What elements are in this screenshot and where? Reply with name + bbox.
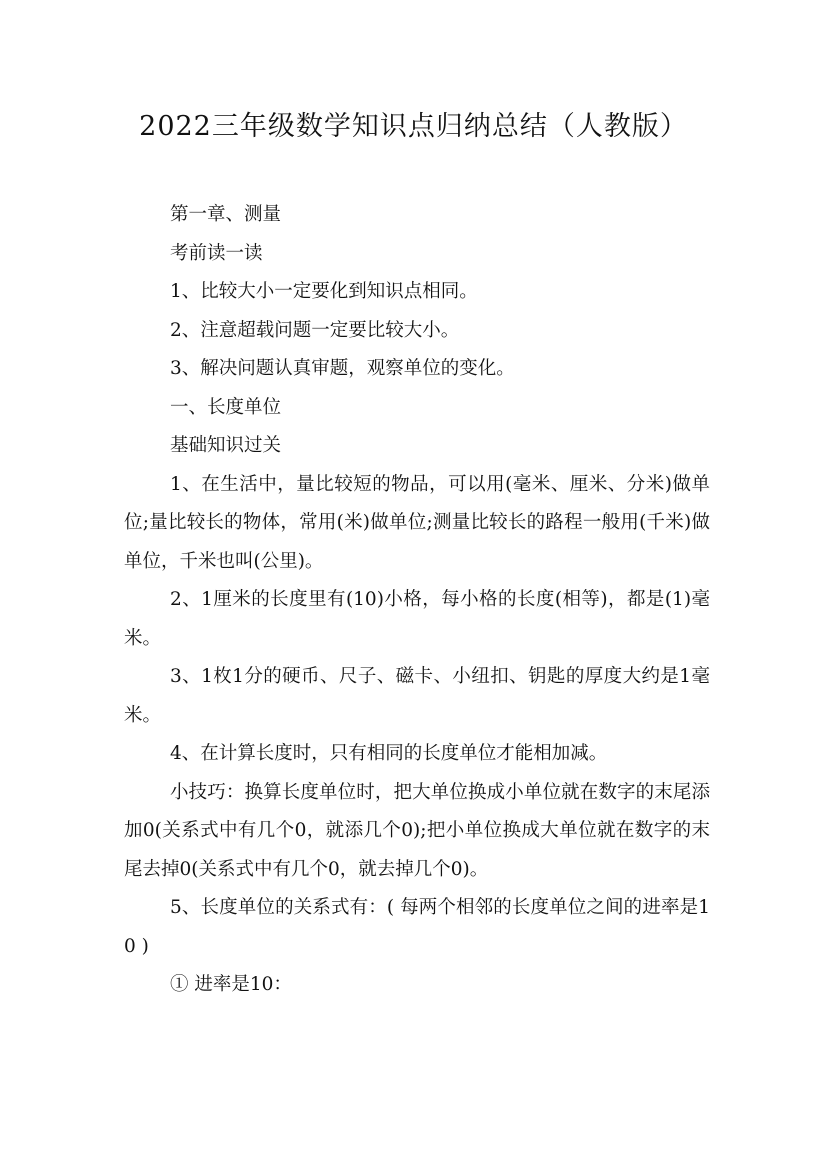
knowledge-item-1: 1、在生活中，量比较短的物品，可以用(毫米、厘米、分米)做单位;量比较长的物体，常用(米)做单位;测量比较长的路程一般用(千米)做单位，千米也叫(公里)。: [124, 473, 710, 572]
section-heading-prereading: 考前读一读: [170, 242, 263, 264]
chapter-heading: 第一章、测量: [170, 204, 282, 225]
tip-item-2: 2、注意超载问题一定要比较大小。: [170, 319, 460, 341]
knowledge-item-2: 2、1厘米的长度里有(10)小格，每小格的长度(相等)，都是(1)毫米。: [124, 589, 710, 649]
section-heading-length-units: 一、长度单位: [170, 396, 282, 418]
knowledge-item-5: 5、长度单位的关系式有：( 每两个相邻的长度单位之间的进率是10 ): [124, 897, 710, 957]
tip-paragraph: 小技巧：换算长度单位时，把大单位换成小单位就在数字的末尾添加0(关系式中有几个0，就添几个0);把小单位换成大单位就在数字的末尾去掉0(关系式中有几个0，就去掉几个0)。: [124, 781, 710, 880]
knowledge-item-4: 4、在计算长度时，只有相同的长度单位才能相加减。: [170, 743, 608, 764]
tip-item-3: 3、解决问题认真审题，观察单位的变化。: [170, 358, 515, 379]
conversion-rate-item: ① 进率是10：: [170, 974, 292, 995]
document-body: [124, 196, 710, 1005]
document-title: 2022三年级数学知识点归纳总结（人教版）: [139, 111, 688, 142]
subsection-heading-basics: 基础知识过关: [170, 435, 282, 456]
knowledge-item-3: 3、1枚1分的硬币、尺子、磁卡、小纽扣、钥匙的厚度大约是1毫米。: [124, 666, 710, 726]
tip-item-1: 1、比较大小一定要化到知识点相同。: [170, 281, 478, 302]
